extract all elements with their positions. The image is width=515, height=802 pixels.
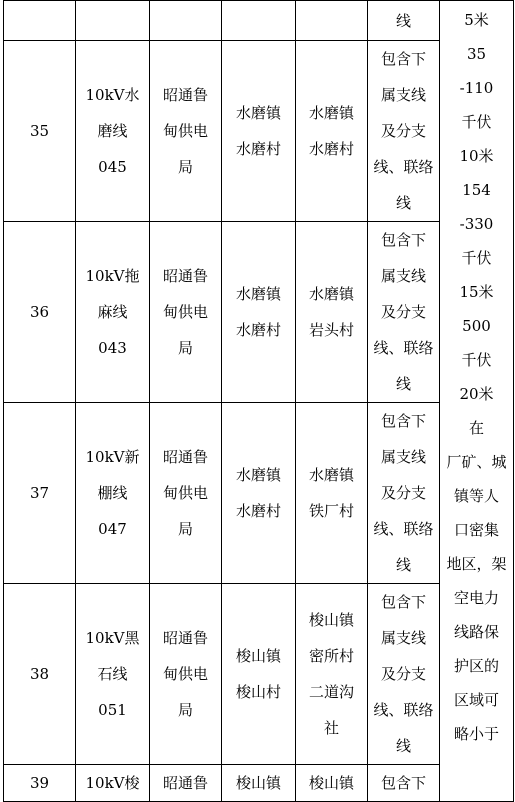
table-row [4,222,514,403]
table-row [4,765,514,802]
cell-org: 昭通鲁 [150,765,222,802]
cell-scope: 包含下 属支线 及分支 线、联络 线 [368,222,440,403]
cell-scope: 包含下 属支线 及分支 线、联络 线 [368,41,440,222]
regulation-table [3,0,514,802]
cell-no: 39 [4,765,76,802]
cell-town: 梭山镇 [222,765,296,802]
cell-no [4,1,76,41]
cell-scope: 包含下 [368,765,440,802]
cell-town: 梭山镇 梭山村 [222,584,296,765]
cell-line [76,1,150,41]
cell-no: 38 [4,584,76,765]
cell-line: 10kV新 棚线 047 [76,403,150,584]
protection-zone-note [440,1,514,802]
table-row [4,41,514,222]
cell-village: 梭山镇 [296,765,368,802]
scope-tail: 线 [395,11,411,30]
cell-town: 水磨镇 水磨村 [222,222,296,403]
cell-village: 梭山镇 密所村 二道沟 社 [296,584,368,765]
cell-line: 10kV梭 [76,765,150,802]
cell-no: 36 [4,222,76,403]
cell-village [296,1,368,41]
cell-village: 水磨镇 水磨村 [296,41,368,222]
cell-line: 10kV黑 石线 051 [76,584,150,765]
cell-town: 水磨镇 水磨村 [222,41,296,222]
cell-org: 昭通鲁 甸供电 局 [150,222,222,403]
cell-scope: 包含下 属支线 及分支 线、联络 线 [368,584,440,765]
cell-scope [368,1,440,41]
cell-line: 10kV拖 麻线 043 [76,222,150,403]
cell-town [222,1,296,41]
cell-scope: 包含下 属支线 及分支 线、联络 线 [368,403,440,584]
table-row [4,584,514,765]
cell-org: 昭通鲁 甸供电 局 [150,584,222,765]
protection-zone-text: 5米 35 -110 千伏 10米 154 -330 千伏 15米 500 千伏 20米 在 厂矿、城 镇等人 口密集 地区，架 空电力 线路保 护区的 区域可 略小于 [446,11,507,743]
cell-line: 10kV水 磨线 045 [76,41,150,222]
cell-town: 水磨镇 水磨村 [222,403,296,584]
cell-village: 水磨镇 岩头村 [296,222,368,403]
cell-no: 35 [4,41,76,222]
cell-no: 37 [4,403,76,584]
cell-org: 昭通鲁 甸供电 局 [150,403,222,584]
cell-village: 水磨镇 铁厂村 [296,403,368,584]
table-row-top [4,1,514,41]
cell-org: 昭通鲁 甸供电 局 [150,41,222,222]
table-row [4,403,514,584]
cell-org [150,1,222,41]
